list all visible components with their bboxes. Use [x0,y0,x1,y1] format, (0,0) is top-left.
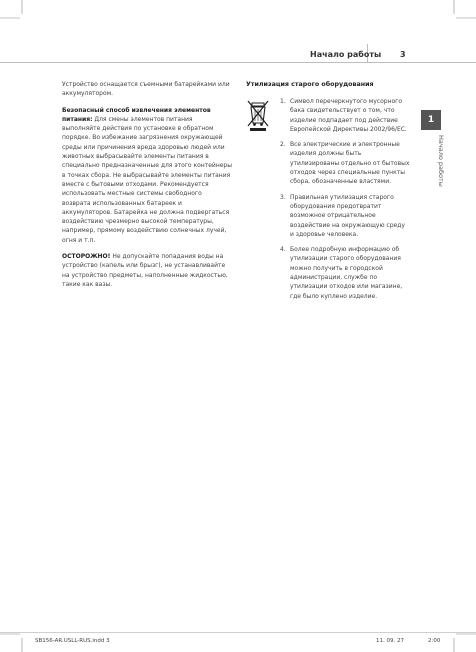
chapter-tab-label: Начало работы [437,135,445,187]
safe-removal-paragraph [62,106,232,245]
crossed-out-wheelie-bin-icon [246,98,270,132]
footer-rule [0,632,476,633]
footer-filename: SB156-AR.USLL-RUS.indd 3 [35,638,110,644]
page-number: 3 [400,50,406,59]
caution-paragraph [62,252,232,289]
disposal-step: 3. Правильная утилизация старого оборудования предотвратит возможное отрицательное воздействие на окружающую среду и здоровье человека. [280,193,405,238]
footer-time: 2:00 [428,638,441,644]
disposal-step: 2. Все электрические и электронные изделия должны быть утилизированы отдельно от бытовых отходов через специальные пункты сбора, обозначенные властями. [280,141,410,186]
disposal-steps [280,97,410,307]
chapter-tab: 1 [421,110,441,130]
right-column [246,80,410,300]
left-column [62,80,232,296]
safe-removal-body: Для смены элементов питания выполняйте действия по установке в обратном порядке. Во избежание загрязнения окружающей среды или причинения вреда здоровью людей или животных выбрасывайте элементы питания в специально предназначенные для этого контейнеры в точках сбора. Не выбрасывайте элементы питания вместе с бытовыми отходами. Рекомендуется использовать местные системы свободного возврата использованных батареек и аккумуляторов. Батарейка не должна подвергаться воздействию чрезмерно высокой температуры, например, прямому воздействию солнечных лучей, огня и т.п. [62,115,232,244]
caution-body: Не допускайте попадания воды на устройство (капель или брызг), не устанавливайте на устройство предметы, наполненные жидкостью, такие как вазы. [62,253,228,288]
disposal-section-title: Утилизация старого оборудования [246,81,374,88]
caution-label: ОСТОРОЖНО! [62,253,111,261]
disposal-step: 1. Символ перечеркнутого мусорного бака свидетельствует о том, что изделие подпадает под действие Европейской Директивы 2002/96/EC. [280,98,407,133]
footer-date: 11. 09. 27 [376,638,404,644]
disposal-step: 4. Более подробную информацию об утилизации старого оборудования можно получить в городской администрации, службе по утилизации отходов или магазине, где было куплено изделие. [280,246,403,300]
page-section-title: Начало работы [310,50,382,59]
safe-removal-heading: Безопасный способ извлечения элементов питания: [62,106,211,123]
intro-paragraph: Устройство оснащается съемными батарейками или аккумулятором. [62,81,230,98]
